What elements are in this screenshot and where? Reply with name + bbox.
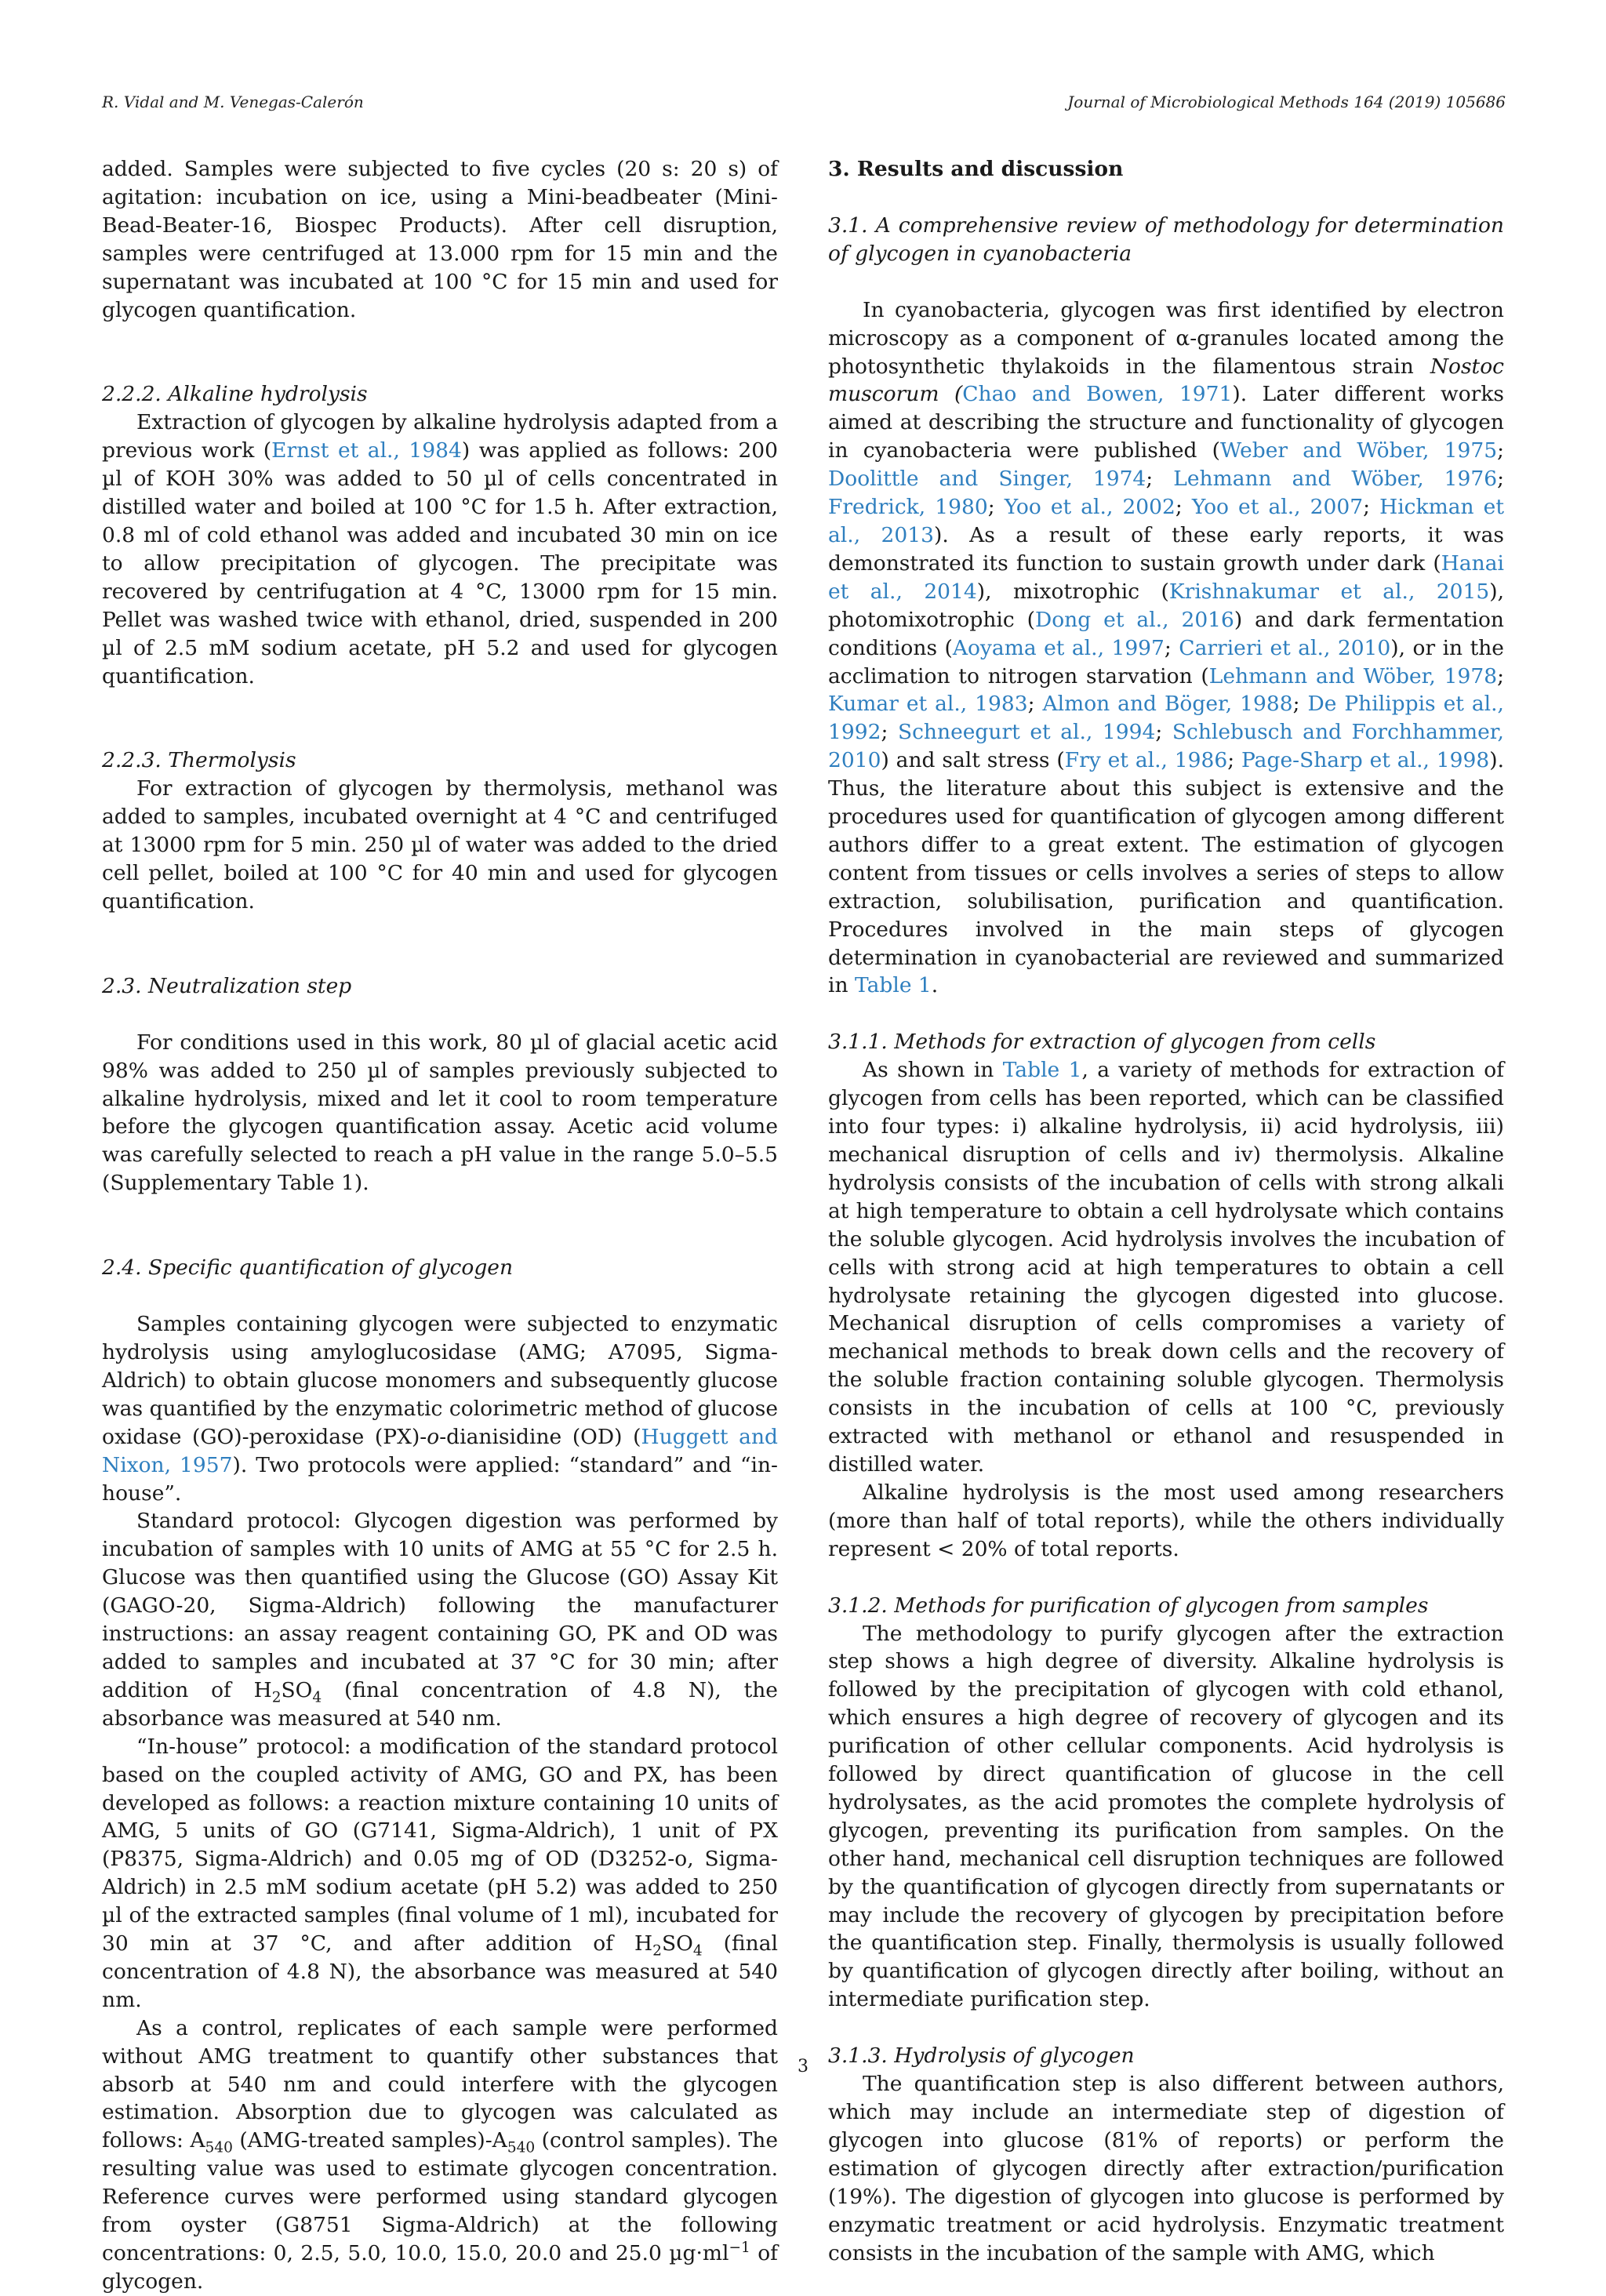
paragraph-standard-protocol: Standard protocol: Glycogen digestion was performed by incubation of samples with 10 units of AMG at 55 °C for 2.5 h. Glucose was then quantified using the Glucose (GO) Assay Kit (GAGO-20, Sigma-Aldrich) following the manufacturer instructions: an assay reagent containing GO, PK and OD was added to samples and incubated at 37 °C for 30 min; after addition of $H_2SO_4$ (final concentration of 4.8 N), the absorbance was measured at 540 nm. bbox=[102, 1509, 778, 1731]
page-number: 3 bbox=[798, 2057, 808, 2076]
ref-link[interactable]: Table 1 bbox=[1002, 1058, 1082, 1083]
heading-alkaline-hydrolysis: 2.2.2. Alkaline hydrolysis bbox=[102, 382, 368, 407]
paragraph-hydrolysis: The quantification step is also different between authors, which may include an intermediate step of digestion of glycogen into glucose (81% of reports) or perform the estimation of glycogen directly after extraction/purification (19%). The digestion of glycogen into glucose is performed by enzymatic treatment or acid hydrolysis. Enzymatic treatment consists in the incubation of the sample with AMG, which bbox=[828, 2072, 1504, 2265]
right-column bbox=[828, 155, 1504, 2267]
ref-link[interactable]: Ernst et al., 1984 bbox=[271, 438, 462, 463]
ref-link[interactable]: Table 1 bbox=[854, 973, 932, 998]
heading-neutralization: 2.3. Neutralization step bbox=[102, 973, 352, 998]
paragraph-inhouse-protocol: “In-house” protocol: a modification of the standard protocol based on the coupled activity of AMG, GO and PX, has been developed as follows: a reaction mixture containing 10 units of AMG, 5 units of GO (G7141, Sigma-Aldrich), 1 unit of PX (P8375, Sigma-Aldrich) and 0.05 mg of OD (D3252-o, Sigma-Aldrich) in 2.5 mM sodium acetate (pH 5.2) was added to 250 µl of the extracted samples (final volume of 1 ml), incubated for 30 min at 37 °C, and after addition of $H_2SO_4$ (final concentration of 4.8 N), the absorbance was measured at 540 nm. bbox=[102, 1734, 778, 2012]
ref-link[interactable]: Schlebusch and Forchhammer, 2010 bbox=[828, 720, 1504, 773]
ref-link[interactable]: Yoo et al., 2002 bbox=[1004, 495, 1175, 520]
header-journal: Journal of Microbiological Methods 164 (2019) 105686 bbox=[1067, 93, 1506, 111]
ref-link[interactable]: Almon and Böger, 1988 bbox=[1042, 692, 1293, 717]
heading-thermolysis: 2.2.3. Thermolysis bbox=[102, 748, 296, 773]
heading-specific-quantification: 2.4. Specific quantification of glycogen bbox=[102, 1255, 514, 1281]
ref-link[interactable]: Page-Sharp et al., 1998 bbox=[1241, 748, 1490, 773]
paragraph-alkaline-most-used: Alkaline hydrolysis is the most used among researchers (more than half of total reports), while the others individually represent < 20% of total reports. bbox=[828, 1480, 1504, 1561]
ref-link[interactable]: Lehmann and Wöber, 1978 bbox=[1208, 663, 1498, 688]
heading-hydrolysis-glycogen: 3.1.3. Hydrolysis of glycogen bbox=[828, 2044, 1135, 2069]
ref-link[interactable]: Dong et al., 2016 bbox=[1034, 607, 1234, 632]
ref-link[interactable]: Lehmann and Wöber, 1976 bbox=[1173, 467, 1498, 492]
ref-link[interactable]: Fredrick, 1980 bbox=[828, 495, 988, 520]
ref-link[interactable]: Hanai et al., 2014 bbox=[828, 550, 1504, 604]
paragraph-extraction: As shown in Table 1, a variety of methods for extraction of glycogen from cells has been reported, which can be classified into four types: i) alkaline hydrolysis, ii) acid hydrolysis, iii) mechanical disruption of cells and iv) thermolysis. Alkaline hydrolysis consists of the incubation of cells with strong alkali at high temperature to obtain a cell hydrolysate which contains the soluble glycogen. Acid hydrolysis involves the incubation of cells with strong acid at high temperatures to obtain a cell hydrolysate retaining the glycogen digested into glucose. Mechanical disruption of cells compromises a variety of mechanical methods to break down cells and the recovery of the soluble fraction containing soluble glycogen. Thermolysis consists in the incubation of cells at 100 °C, previously extracted with methanol or ethanol and resuspended in distilled water. bbox=[828, 1058, 1505, 1477]
paragraph-alkaline: Extraction of glycogen by alkaline hydrolysis adapted from a previous work (Ernst et al., 1984) was applied as follows: 200 µl of KOH 30% was added to 50 µl of cells concentrated in distilled water and boiled at 100 °C for 1.5 h. After extraction, 0.8 ml of cold ethanol was added and incubated 30 min on ice to allow precipitation of glycogen. The precipitate was recovered by centrifugation at 4 °C, 13000 rpm for 15 min. Pellet was washed twice with ethanol, dried, suspended in 200 µl of 2.5 mM sodium acetate, pH 5.2 and used for glycogen quantification. bbox=[102, 410, 778, 688]
running-header bbox=[102, 93, 1506, 124]
ref-link[interactable]: Weber and Wöber, 1975 bbox=[1220, 438, 1498, 463]
paragraph-added: added. Samples were subjected to five cycles (20 s: 20 s) of agitation: incubation on ice, using a Mini-beadbeater (Mini-Bead-Beater-16, Biospec Products). After cell disruption, samples were centrifuged at 13.000 rpm for 15 min and the supernatant was incubated at 100 °C for 15 min and used for glycogen quantification. bbox=[102, 157, 778, 322]
paragraph-thermolysis: For extraction of glycogen by thermolysis, methanol was added to samples, incubated overnight at 4 °C and centrifuged at 13000 rpm for 5 min. 250 µl of water was added to the dried cell pellet, boiled at 100 °C for 40 min and used for glycogen quantification. bbox=[102, 776, 778, 914]
ref-link[interactable]: Krishnakumar et al., 2015 bbox=[1168, 579, 1490, 604]
ref-link[interactable]: Huggett and Nixon, 1957 bbox=[102, 1424, 778, 1477]
paragraph-review: In cyanobacteria, glycogen was first identified by electron microscopy as a component of α-granules located among the photosynthetic thylakoids in the filamentous strain Nostoc muscorum (Chao and Bowen, 1971). Later different works aimed at describing the structure and functionality of glycogen in cyanobacteria were published (Weber and Wöber, 1975; Doolittle and Singer, 1974; Lehmann and Wöber, 1976; Fredrick, 1980; Yoo et al., 2002; Yoo et al., 2007; Hickman et al., 2013). As a result of these early reports, it was demonstrated its function to sustain growth under dark (Hanai et al., 2014), mixotrophic (Krishnakumar et al., 2015), photomixotrophic (Dong et al., 2016) and dark fermentation conditions (Aoyama et al., 1997; Carrieri et al., 2010), or in the acclimation to nitrogen starvation (Lehmann and Wöber, 1978; Kumar et al., 1983; Almon and Böger, 1988; De Philippis et al., 1992; Schneegurt et al., 1994; Schlebusch and Forchhammer, 2010) and salt stress (Fry et al., 1986; Page-Sharp et al., 1998). Thus, the literature about this subject is extensive and the procedures used for quantification of glycogen among different authors differ to a great extent. The estimation of glycogen content from tissues or cells involves a series of steps to allow extraction, solubilisation, purification and quantification. Procedures involved in the main steps of glycogen determination in cyanobacterial are reviewed and summarized in Table 1. bbox=[828, 297, 1505, 998]
heading-comprehensive-review: 3.1. A comprehensive review of methodology for determination of glycogen in cyanobacteria bbox=[828, 213, 1504, 266]
ref-link[interactable]: Yoo et al., 2007 bbox=[1191, 495, 1364, 520]
left-column bbox=[102, 155, 778, 2296]
ref-link[interactable]: Schneegurt et al., 1994 bbox=[897, 720, 1156, 745]
paragraph-control: As a control, replicates of each sample were performed without AMG treatment to quantify other substances that absorb at 540 nm and could interfere with the glycogen estimation. Absorption due to glycogen was calculated as follows: $A_{540}$ (AMG-treated $samples)-A_{540}$ (control samples). The resulting value was used to estimate glycogen concentration. Reference curves were performed using standard glycogen from oyster (G8751 Sigma-Aldrich) at the following concentrations: 0, 2.5, 5.0, 10.0, 15.0, 20.0 and 25.0 $\mu g\cdot ml^{-1}$ of glycogen. bbox=[102, 2015, 778, 2294]
ref-link[interactable]: Carrieri et al., 2010 bbox=[1179, 635, 1391, 660]
ref-link[interactable]: De Philippis et al., 1992 bbox=[828, 692, 1504, 745]
heading-purification-methods: 3.1.2. Methods for purification of glycogen from samples bbox=[828, 1593, 1429, 1618]
ref-link[interactable]: Chao and Bowen, 1971 bbox=[962, 382, 1233, 407]
heading-extraction-methods: 3.1.1. Methods for extraction of glycogen from cells bbox=[828, 1030, 1376, 1055]
ref-link[interactable]: Hickman et al., 2013 bbox=[828, 495, 1504, 547]
ref-link[interactable]: Fry et al., 1986 bbox=[1064, 748, 1228, 773]
paragraph-neutralization: For conditions used in this work, 80 µl of glacial acetic acid 98% was added to 250 µl of samples previously subjected to alkaline hydrolysis, mixed and let it cool to room temperature before the glycogen quantification assay. Acetic acid volume was carefully selected to reach a pH value in the range 5.0–5.5 (Supplementary Table 1). bbox=[102, 1030, 778, 1196]
paragraph-specific: Samples containing glycogen were subjected to enzymatic hydrolysis using amyloglucosidase (AMG; A7095, Sigma-Aldrich) to obtain glucose monomers and subsequently glucose was quantified by the enzymatic colorimetric method of glucose oxidase (GO)-peroxidase (PX)-o-dianisidine (OD) (Huggett and Nixon, 1957). Two protocols were applied: “standard” and “in-house”. bbox=[102, 1312, 778, 1506]
heading-results-discussion: 3. Results and discussion bbox=[828, 157, 1124, 181]
ref-link[interactable]: Doolittle and Singer, 1974 bbox=[828, 467, 1146, 492]
paragraph-purification: The methodology to purify glycogen after the extraction step shows a high degree of diversity. Alkaline hydrolysis is followed by the precipitation of glycogen with cold ethanol, which ensures a high degree of recovery of glycogen and its purification of other cellular components. Acid hydrolysis is followed by direct quantification of glucose in the cell hydrolysates, as the acid promotes the complete hydrolysis of glycogen, preventing its purification from samples. On the other hand, mechanical cell disruption techniques are followed by the quantification of glycogen directly from supernatants or may include the recovery of glycogen by precipitation before the quantification step. Finally, thermolysis is usually followed by quantification of glycogen directly after boiling, without an intermediate purification step. bbox=[828, 1621, 1504, 2012]
ref-link[interactable]: Kumar et al., 1983 bbox=[828, 692, 1028, 717]
header-authors: R. Vidal and M. Venegas-Calerón bbox=[102, 93, 364, 111]
ref-link[interactable]: Aoyama et al., 1997 bbox=[952, 635, 1165, 660]
